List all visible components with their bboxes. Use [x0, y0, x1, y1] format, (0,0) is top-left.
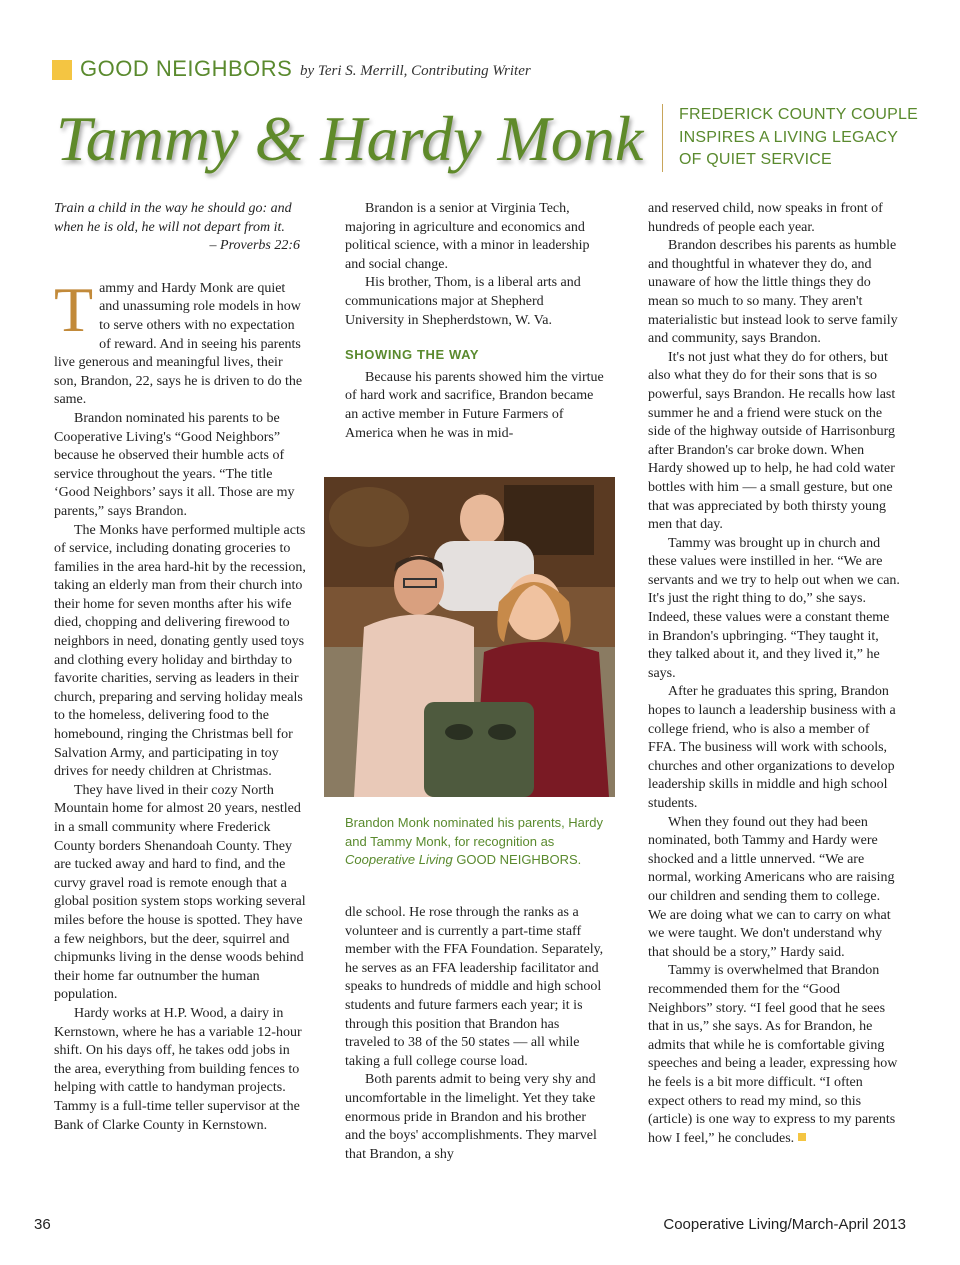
paragraph: Brandon describes his parents as humble and thoughtful in whatever they do, and unaware of how the little things they do mean so much to so many. They aren't materialistic but instead look to serve family and community, says Brandon. — [648, 238, 898, 347]
subhead: SHOWING THE WAY — [345, 347, 480, 363]
column-2-bottom — [345, 904, 605, 1164]
section-marker-square — [52, 60, 72, 80]
epigraph — [54, 200, 306, 256]
paragraph: It's not just what they do for others, but also what they do for their sons that is so powerful, says Brandon. He recalls how last summer he and a friend were stuck on the side of the highway outside of Harrisonburg after Brandon's car broke down. When Hardy showed up to help, he had cold water bottles with him — a small gesture, but one that was appreciated by both thirsty young men that day. — [648, 349, 896, 533]
paragraph: Tammy is overwhelmed that Brandon recommended them for the “Good Neighbors” story. “I feel good that he sees that in us,” she says. As for Brandon, he admits that while he is comfortable giving speeches and being a leader, expressing how he feels is a bit more difficult. “I often expect others to read my mind, so this (article) is one way to express to my parents how I feel,” he concludes. — [648, 963, 898, 1146]
column-3 — [648, 200, 900, 1148]
paragraph: Both parents admit to being very shy and uncomfortable in the limelight. Yet they take enormous pride in Brandon and his brother and the boys' accomplishments. They marvel that Brandon, a shy — [345, 1072, 597, 1162]
page-number: 36 — [34, 1216, 51, 1233]
paragraph: and reserved child, now speaks in front of hundreds of people each year. — [648, 201, 883, 235]
paragraph: When they found out they had been nominated, both Tammy and Hardy were shocked and a little unnerved. “We are normal, working Americans who are raising our children and sending them to college. We are doing what we can to carry on what we were taught. We don't understand why that should be a story,” Hardy said. — [648, 814, 895, 960]
article-headline: Tammy & Hardy Monk — [56, 103, 644, 174]
paragraph: dle school. He rose through the ranks as a volunteer and is currently a part-time staff member with the FFA Foundation. Separately, he serves as an FFA leadership facilitator and speaks to hundreds of middle and high school students and future farmers each year; it is through this position that Brandon has traveled to 38 of the 50 states — all while taking a full college course load. — [345, 905, 604, 1069]
paragraph: Brandon nominated his parents to be Cooperative Living's “Good Neighbors” because he observed their humble acts of service throughout the years. “The title ‘Good Neighbors’ says it all. Those are my parents,” says Brandon. — [54, 410, 295, 519]
column-1 — [54, 200, 306, 1135]
caption-publication: Cooperative Living — [345, 852, 453, 867]
paragraph: The Monks have performed multiple acts of service, including donating groceries to families in the area hard-hit by the recession, taking an elderly man from their church into their home for seven months after his wife died, chopping and delivering firewood to neighbors in need, donating gently used toys and clothing every holiday and birthday to favorite charities, serving as leaders in their church, preparing and serving holiday meals to the homeless, delivering food to the homebound, ringing the Christmas bell for Salvation Army, and participating in toy drives for needy children at Christmas. — [54, 522, 306, 780]
headline-divider — [662, 104, 663, 172]
epigraph-source: – Proverbs 22:6 — [209, 238, 300, 254]
byline: by Teri S. Merrill, Contributing Writer — [300, 63, 531, 79]
family-photo — [324, 477, 615, 797]
paragraph: Brandon is a senior at Virginia Tech, majoring in agriculture and economics and political science, with a minor in leadership and social change. — [345, 201, 590, 272]
end-mark-square — [798, 1133, 806, 1141]
paragraph: They have lived in their cozy North Mountain home for almost 20 years, nestled in a small community where Frederick County borders Shenandoah County. They are tucked away and hard to find, and the curvy gravel road is remote enough that a global position system stops working several miles before the house is spotted. They have a few neighbors, but the deer, squirrel and chipmunks living in the dense woods behind their home far outnumber the human population. — [54, 782, 306, 1003]
paragraph: Tammy was brought up in church and these values were instilled in her. “We are servants and we try to help out when we can. It's just the right thing to do,” she says. Indeed, these values were a constant theme in Brandon's upbringing. “They taught it, they talked about it, and they lived it,” he says. — [648, 535, 900, 681]
photo-caption: Brandon Monk nominated his parents, Hardy and Tammy Monk, for recognition as Cooperative Living GOOD NEIGHBORS. — [345, 815, 603, 867]
paragraph: Hardy works at H.P. Wood, a dairy in Kernstown, where he has a variable 12-hour shift. On his days off, he takes odd jobs in the area, everything from building fences to helping with cattle to handyman projects. Tammy is a full-time teller supervisor at the Bank of Clarke County in Kernstown. — [54, 1005, 302, 1133]
epigraph-text: Train a child in the way he should go: and when he is old, he will not depart from it. — [54, 201, 292, 235]
drop-cap: T — [54, 273, 94, 345]
family-photo-illustration — [324, 477, 615, 797]
paragraph: His brother, Thom, is a liberal arts and communications major at Shepherd University in Shepherdstown, W. Va. — [345, 275, 581, 328]
footer-publication: Cooperative Living/March-April 2013 — [663, 1216, 906, 1233]
article-deck: FREDERICK COUNTY COUPLE INSPIRES A LIVING LEGACY OF QUIET SERVICE — [679, 106, 919, 168]
paragraph: Because his parents showed him the virtue of hard work and sacrifice, Brandon became an active member in Future Farmers of America when he was in mid- — [345, 369, 604, 441]
column-2-top — [345, 200, 605, 443]
section-title: GOOD NEIGHBORS — [80, 56, 293, 81]
paragraph: Tammy and Hardy Monk are quiet and unassuming role models in how to serve others with no expectation of reward. And in seeing his parents live generous and meaningful lives, their son, Brandon, 22, says he is driven to do the same. — [54, 273, 303, 408]
paragraph: After he graduates this spring, Brandon hopes to launch a leadership business with a college friend, who is also a member of FFA. The business will work with schools, churches and other organizations to develop leadership skills in middle and high school students. — [648, 684, 896, 811]
